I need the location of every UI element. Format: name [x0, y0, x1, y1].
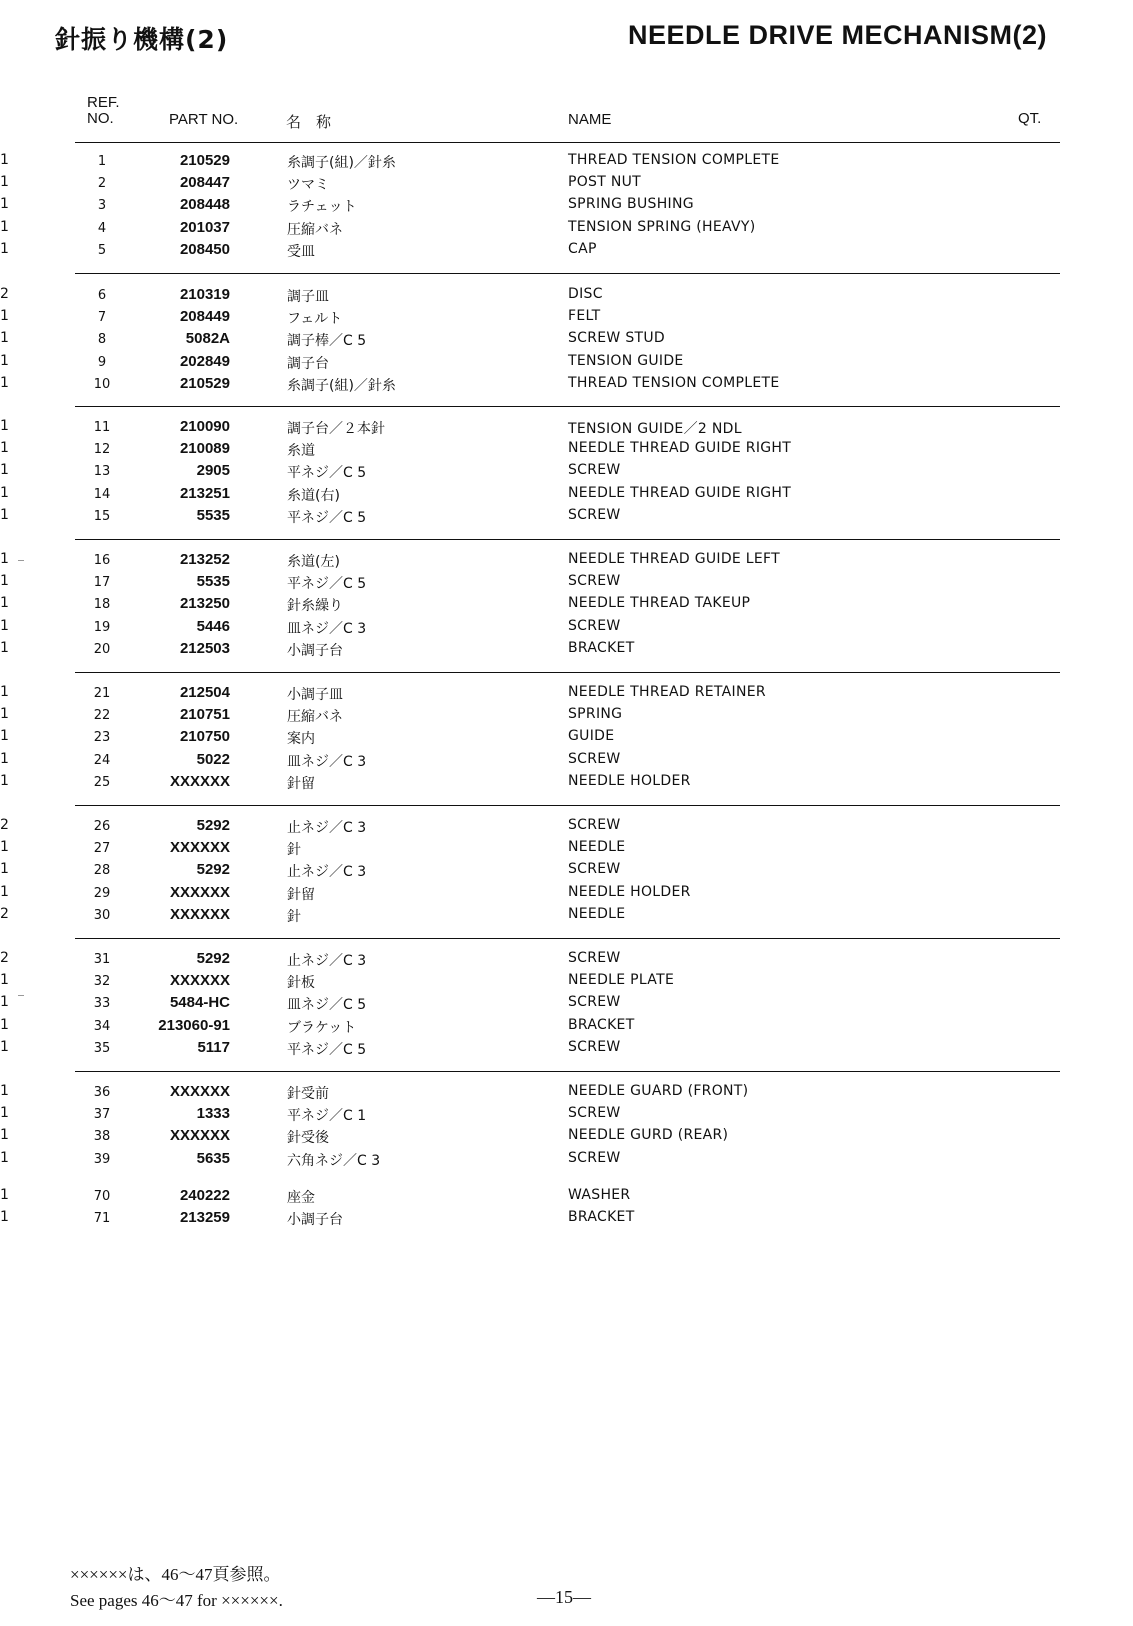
- part-no-cell: 5635: [196, 1149, 230, 1167]
- footer-note-jp: ××××××は、46～47頁参照。: [70, 1565, 281, 1584]
- ref-no-cell: 13: [93, 464, 111, 480]
- part-no-cell: 210090: [179, 418, 230, 435]
- part-name-cell: TENSION GUIDE: [568, 352, 684, 369]
- quantity-cell: 1: [0, 994, 9, 1011]
- group-separator: [75, 539, 1060, 540]
- ref-no-cell: 22: [93, 708, 111, 724]
- jp-name-cell: 平ネジ／C 1: [287, 1108, 367, 1125]
- table-row: [0, 684, 1133, 706]
- table-row: [0, 551, 1133, 573]
- part-no-cell: 210089: [179, 440, 230, 458]
- part-no-cell: 208449: [179, 308, 230, 326]
- page-title-jp: 針振り機構(2): [55, 25, 229, 54]
- jp-name-cell: 平ネジ／C 5: [287, 465, 367, 482]
- part-no-cell: 212503: [179, 639, 230, 657]
- part-no-cell: 213252: [179, 551, 230, 568]
- group-separator: [75, 805, 1060, 806]
- part-name-cell: SCREW: [568, 1038, 621, 1055]
- part-name-cell: GUIDE: [568, 728, 615, 745]
- quantity-cell: 1: [0, 196, 9, 213]
- ref-no-cell: 23: [93, 730, 111, 746]
- quantity-cell: 1: [0, 374, 9, 391]
- part-name-cell: SCREW: [568, 1149, 621, 1166]
- quantity-cell: 1: [0, 1083, 9, 1099]
- table-row: [0, 196, 1133, 218]
- part-no-cell: XXXXXX: [169, 972, 230, 990]
- part-name-cell: BRACKET: [568, 1209, 635, 1226]
- jp-name-cell: 糸調子(組)／針糸: [287, 377, 396, 394]
- group-separator: [75, 273, 1060, 274]
- part-name-cell: FELT: [568, 308, 601, 325]
- table-row: [0, 174, 1133, 196]
- part-no-cell: 210750: [179, 728, 230, 746]
- part-name-cell: NEEDLE THREAD RETAINER: [568, 684, 766, 700]
- jp-name-cell: 平ネジ／C 5: [287, 1041, 367, 1058]
- table-row: [0, 241, 1133, 263]
- ref-no-cell: 37: [93, 1107, 111, 1123]
- table-row: [0, 1127, 1133, 1149]
- ref-no-cell: 25: [93, 774, 111, 790]
- part-no-cell: 208450: [179, 240, 230, 258]
- table-row: [0, 972, 1133, 994]
- group-separator: [75, 1071, 1060, 1072]
- column-header-part-no: PART NO.: [169, 111, 239, 128]
- table-row: [0, 462, 1133, 484]
- jp-name-cell: 糸道: [287, 443, 315, 460]
- table-row: [0, 507, 1133, 529]
- jp-name-cell: 針: [287, 842, 301, 859]
- part-name-cell: THREAD TENSION COMPLETE: [568, 152, 780, 168]
- ref-no-cell: 34: [93, 1018, 111, 1034]
- part-no-cell: XXXXXX: [169, 1083, 230, 1100]
- part-no-cell: 5117: [197, 1038, 230, 1056]
- part-no-cell: 5082A: [185, 330, 230, 348]
- quantity-cell: 1: [0, 240, 9, 257]
- part-name-cell: WASHER: [568, 1187, 631, 1203]
- quantity-cell: 1: [0, 883, 9, 900]
- ref-no-cell: 5: [97, 242, 107, 258]
- part-name-cell: SCREW: [568, 462, 621, 479]
- part-no-cell: 208447: [179, 174, 230, 192]
- jp-name-cell: 糸道(左): [287, 554, 340, 570]
- quantity-cell: 1: [0, 551, 9, 567]
- table-row: [0, 353, 1133, 375]
- quantity-cell: 2: [0, 905, 9, 922]
- jp-name-cell: 針受前: [287, 1086, 329, 1102]
- quantity-cell: 1: [0, 1209, 9, 1226]
- column-header-qty: QT.: [1018, 110, 1042, 127]
- quantity-cell: 2: [0, 286, 9, 302]
- quantity-cell: 1: [0, 352, 9, 369]
- table-row: [0, 308, 1133, 330]
- part-name-cell: NEEDLE HOLDER: [568, 883, 691, 900]
- ref-no-cell: 32: [93, 974, 111, 990]
- ref-no-cell: 7: [97, 310, 107, 326]
- part-name-cell: NEEDLE THREAD TAKEUP: [568, 595, 751, 612]
- part-name-cell: TENSION SPRING (HEAVY): [568, 218, 756, 235]
- quantity-cell: 2: [0, 950, 9, 966]
- part-no-cell: XXXXXX: [169, 883, 230, 901]
- part-no-cell: 2905: [196, 462, 230, 480]
- part-name-cell: BRACKET: [568, 639, 635, 656]
- table-row: [0, 751, 1133, 773]
- part-name-cell: POST NUT: [568, 174, 642, 191]
- part-no-cell: 201037: [179, 218, 230, 236]
- part-name-cell: NEEDLE: [568, 839, 626, 856]
- table-row: [0, 286, 1133, 308]
- part-no-cell: 208448: [179, 196, 230, 214]
- jp-name-cell: 皿ネジ／C 3: [287, 753, 367, 770]
- jp-name-cell: ツマミ: [287, 177, 329, 194]
- table-row: [0, 330, 1133, 352]
- part-name-cell: SCREW: [568, 617, 621, 634]
- quantity-cell: 1: [0, 839, 9, 856]
- table-row: [0, 418, 1133, 440]
- table-row: [0, 375, 1133, 397]
- jp-name-cell: ラチェット: [287, 199, 357, 216]
- column-header-name: NAME: [568, 111, 612, 128]
- quantity-cell: 1: [0, 706, 9, 723]
- part-no-cell: XXXXXX: [169, 1127, 230, 1145]
- table-row: [0, 640, 1133, 662]
- jp-name-cell: 糸道(右): [287, 487, 340, 504]
- ref-no-cell: 11: [93, 420, 111, 435]
- ref-no-cell: 29: [93, 885, 111, 901]
- table-row: [0, 817, 1133, 839]
- jp-name-cell: 針板: [287, 975, 315, 992]
- quantity-cell: 1: [0, 418, 9, 434]
- part-no-cell: 213060-91: [158, 1016, 230, 1034]
- jp-name-cell: 調子台／２本針: [287, 421, 385, 437]
- jp-name-cell: 皿ネジ／C 3: [287, 620, 367, 637]
- table-row: [0, 1083, 1133, 1105]
- quantity-cell: 1: [0, 1016, 9, 1033]
- part-name-cell: NEEDLE THREAD GUIDE RIGHT: [568, 440, 792, 457]
- part-name-cell: SCREW STUD: [568, 330, 665, 347]
- ref-no-cell: 8: [97, 332, 107, 348]
- part-no-cell: 210529: [179, 152, 230, 169]
- quantity-cell: 1: [0, 308, 9, 325]
- quantity-cell: 1: [0, 772, 9, 789]
- group-separator: [75, 938, 1060, 939]
- table-row: [0, 1105, 1133, 1127]
- table-row: [0, 994, 1133, 1016]
- table-row: [0, 1017, 1133, 1039]
- table-row: [0, 595, 1133, 617]
- footer-note-en: See pages 46～47 for ××××××.: [70, 1591, 283, 1610]
- table-row: [0, 152, 1133, 174]
- ref-no-cell: 26: [93, 819, 111, 834]
- part-no-cell: 5484-HC: [169, 994, 230, 1012]
- part-no-cell: 213259: [179, 1209, 230, 1227]
- jp-name-cell: 小調子皿: [287, 687, 343, 703]
- ref-no-cell: 9: [97, 354, 107, 370]
- part-name-cell: NEEDLE GUARD (FRONT): [568, 1083, 749, 1099]
- part-name-cell: SPRING BUSHING: [568, 196, 694, 213]
- part-name-cell: SCREW: [568, 994, 621, 1011]
- quantity-cell: 1: [0, 152, 9, 168]
- quantity-cell: 1: [0, 1149, 9, 1166]
- ref-no-cell: 33: [93, 996, 111, 1012]
- table-row: [0, 861, 1133, 883]
- part-no-cell: 5292: [196, 950, 230, 967]
- quantity-cell: 1: [0, 1187, 9, 1203]
- ref-no-cell: 18: [93, 597, 111, 613]
- jp-name-cell: 皿ネジ／C 5: [287, 997, 367, 1014]
- part-no-cell: 210529: [179, 374, 230, 392]
- part-no-cell: 5535: [196, 506, 230, 524]
- quantity-cell: 1: [0, 972, 9, 989]
- part-no-cell: 210319: [179, 286, 230, 303]
- ref-no-cell: 39: [93, 1151, 111, 1167]
- ref-no-cell: 28: [93, 863, 111, 879]
- jp-name-cell: 圧縮バネ: [287, 221, 343, 238]
- part-name-cell: SCREW: [568, 573, 621, 590]
- ref-no-cell: 31: [93, 952, 111, 967]
- jp-name-cell: 案内: [287, 731, 315, 748]
- ref-no-cell: 36: [93, 1085, 111, 1100]
- jp-name-cell: 平ネジ／C 5: [287, 509, 367, 526]
- ref-no-cell: 3: [97, 198, 107, 214]
- table-row: [0, 1150, 1133, 1172]
- quantity-cell: 1: [0, 506, 9, 523]
- ref-no-cell: 6: [97, 288, 107, 303]
- ref-no-cell: 24: [93, 752, 111, 768]
- jp-name-cell: 調子棒／C 5: [287, 333, 367, 350]
- part-name-cell: NEEDLE PLATE: [568, 972, 675, 989]
- part-name-cell: SCREW: [568, 950, 621, 966]
- table-row: [0, 219, 1133, 241]
- quantity-cell: 1: [0, 218, 9, 235]
- table-row: [0, 906, 1133, 928]
- part-no-cell: 202849: [179, 352, 230, 370]
- part-no-cell: 1333: [196, 1105, 230, 1123]
- jp-name-cell: 針受後: [287, 1130, 329, 1147]
- jp-name-cell: 針留: [287, 775, 315, 792]
- column-header-ref-line1: REF.: [87, 94, 120, 111]
- jp-name-cell: 針留: [287, 886, 315, 903]
- quantity-cell: 1: [0, 174, 9, 191]
- part-name-cell: SCREW: [568, 506, 621, 523]
- jp-name-cell: 小調子台: [287, 642, 343, 659]
- ref-no-cell: 71: [93, 1211, 111, 1227]
- scan-speck: [18, 560, 24, 561]
- jp-name-cell: 針糸繰り: [287, 598, 343, 615]
- quantity-cell: 1: [0, 595, 9, 612]
- part-name-cell: NEEDLE HOLDER: [568, 772, 691, 789]
- ref-no-cell: 19: [93, 619, 111, 635]
- part-no-cell: 240222: [179, 1187, 230, 1204]
- ref-no-cell: 30: [93, 907, 111, 923]
- quantity-cell: 1: [0, 1127, 9, 1144]
- ref-no-cell: 14: [93, 486, 111, 502]
- table-row: [0, 1039, 1133, 1061]
- ref-no-cell: 16: [93, 553, 111, 568]
- part-name-cell: NEEDLE GURD (REAR): [568, 1127, 729, 1144]
- table-row: [0, 1209, 1133, 1231]
- ref-no-cell: 27: [93, 841, 111, 857]
- quantity-cell: 2: [0, 817, 9, 833]
- scan-speck: [18, 995, 24, 996]
- part-name-cell: DISC: [568, 286, 603, 302]
- table-row: [0, 485, 1133, 507]
- part-no-cell: 5022: [196, 750, 230, 768]
- jp-name-cell: 糸調子(組)／針糸: [287, 155, 396, 171]
- quantity-cell: 1: [0, 750, 9, 767]
- part-no-cell: XXXXXX: [169, 839, 230, 857]
- part-no-cell: 210751: [179, 706, 230, 724]
- ref-no-cell: 21: [93, 686, 111, 701]
- table-row: [0, 950, 1133, 972]
- group-separator: [75, 672, 1060, 673]
- part-name-cell: SCREW: [568, 861, 621, 878]
- jp-name-cell: ブラケット: [287, 1019, 357, 1036]
- part-name-cell: BRACKET: [568, 1016, 635, 1033]
- column-header-jp-name: 名 称: [286, 114, 332, 131]
- jp-name-cell: 止ネジ／C 3: [287, 820, 367, 836]
- part-name-cell: SCREW: [568, 1105, 621, 1122]
- part-no-cell: 5446: [196, 617, 230, 635]
- ref-no-cell: 10: [93, 376, 111, 392]
- table-row: [0, 884, 1133, 906]
- ref-no-cell: 35: [93, 1040, 111, 1056]
- ref-no-cell: 38: [93, 1129, 111, 1145]
- ref-no-cell: 1: [97, 154, 107, 169]
- part-name-cell: CAP: [568, 240, 597, 257]
- table-row: [0, 1187, 1133, 1209]
- jp-name-cell: 調子皿: [287, 289, 329, 305]
- part-name-cell: THREAD TENSION COMPLETE: [568, 374, 780, 391]
- jp-name-cell: 調子台: [287, 355, 329, 372]
- jp-name-cell: 止ネジ／C 3: [287, 953, 367, 969]
- quantity-cell: 1: [0, 462, 9, 479]
- jp-name-cell: 小調子台: [287, 1212, 343, 1229]
- part-no-cell: XXXXXX: [169, 905, 230, 923]
- ref-no-cell: 12: [93, 442, 111, 458]
- column-header-ref: [87, 95, 120, 127]
- quantity-cell: 1: [0, 330, 9, 347]
- ref-no-cell: 15: [93, 508, 111, 524]
- quantity-cell: 1: [0, 573, 9, 590]
- table-row: [0, 440, 1133, 462]
- jp-name-cell: 六角ネジ／C 3: [287, 1152, 381, 1169]
- quantity-cell: 1: [0, 728, 9, 745]
- part-name-cell: NEEDLE THREAD GUIDE LEFT: [568, 551, 781, 567]
- header-rule: [75, 142, 1060, 143]
- quantity-cell: 1: [0, 617, 9, 634]
- jp-name-cell: 圧縮バネ: [287, 709, 343, 726]
- jp-name-cell: 針: [287, 908, 301, 925]
- part-name-cell: SCREW: [568, 817, 621, 833]
- quantity-cell: 1: [0, 484, 9, 501]
- quantity-cell: 1: [0, 440, 9, 457]
- group-separator: [75, 406, 1060, 407]
- part-no-cell: 5292: [196, 861, 230, 879]
- quantity-cell: 1: [0, 684, 9, 700]
- part-name-cell: SPRING: [568, 706, 623, 723]
- jp-name-cell: 止ネジ／C 3: [287, 864, 367, 881]
- jp-name-cell: 座金: [287, 1190, 315, 1206]
- jp-name-cell: 受皿: [287, 243, 315, 260]
- quantity-cell: 1: [0, 1105, 9, 1122]
- part-no-cell: 213250: [179, 595, 230, 613]
- quantity-cell: 1: [0, 1038, 9, 1055]
- part-no-cell: 5292: [196, 817, 230, 834]
- part-no-cell: 5535: [196, 573, 230, 591]
- page-number: —15—: [537, 1587, 591, 1607]
- part-name-cell: SCREW: [568, 750, 621, 767]
- table-row: [0, 706, 1133, 728]
- ref-no-cell: 20: [93, 641, 111, 657]
- ref-no-cell: 17: [93, 575, 111, 591]
- table-row: [0, 728, 1133, 750]
- ref-no-cell: 4: [97, 220, 107, 236]
- jp-name-cell: 平ネジ／C 5: [287, 576, 367, 593]
- part-name-cell: TENSION GUIDE／2 NDL: [568, 421, 742, 437]
- quantity-cell: 1: [0, 861, 9, 878]
- jp-name-cell: フェルト: [287, 311, 343, 328]
- table-row: [0, 618, 1133, 640]
- table-row: [0, 773, 1133, 795]
- part-name-cell: NEEDLE THREAD GUIDE RIGHT: [568, 484, 792, 501]
- quantity-cell: 1: [0, 639, 9, 656]
- ref-no-cell: 2: [97, 176, 107, 192]
- table-row: [0, 573, 1133, 595]
- page-title-en: NEEDLE DRIVE MECHANISM(2): [628, 20, 1048, 50]
- part-no-cell: XXXXXX: [169, 772, 230, 790]
- part-no-cell: 213251: [179, 484, 230, 502]
- ref-no-cell: 70: [93, 1189, 111, 1204]
- column-header-ref-line2: NO.: [87, 110, 114, 127]
- part-no-cell: 212504: [179, 684, 230, 701]
- table-row: [0, 839, 1133, 861]
- part-name-cell: NEEDLE: [568, 905, 626, 922]
